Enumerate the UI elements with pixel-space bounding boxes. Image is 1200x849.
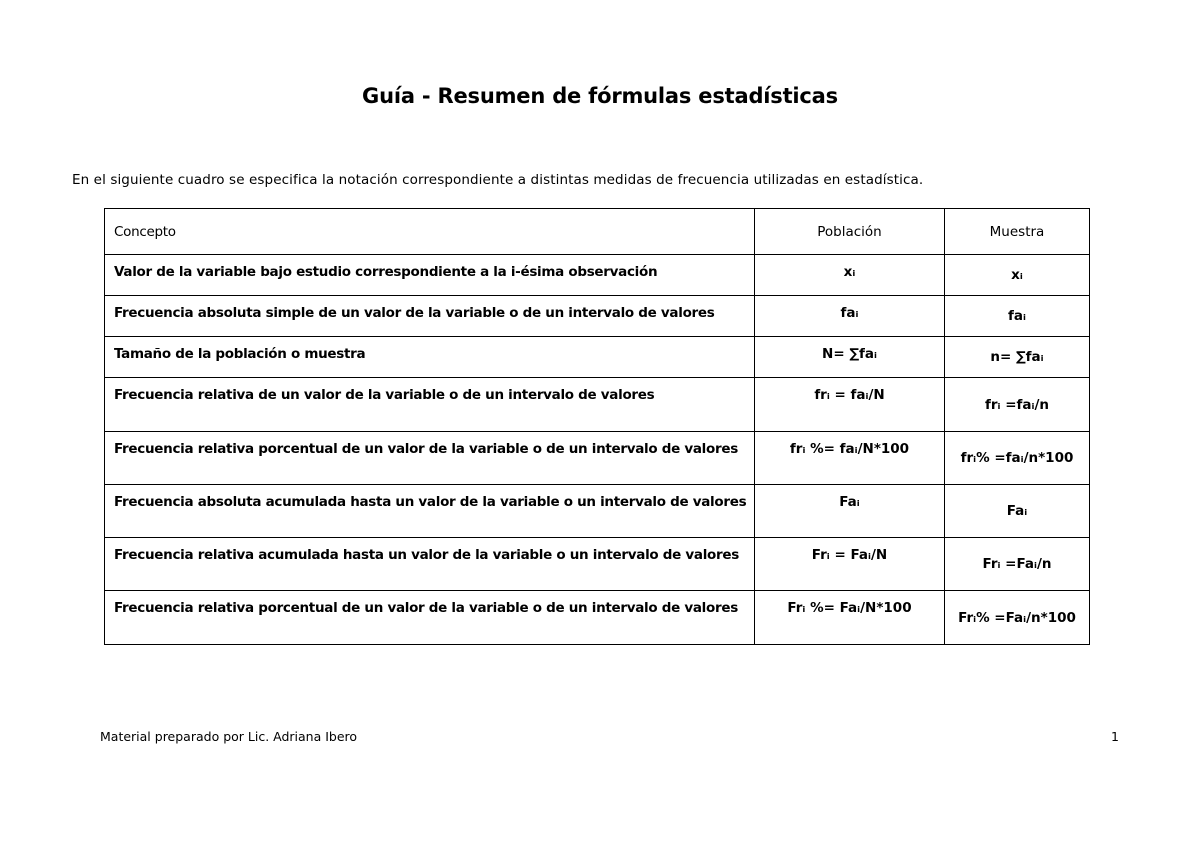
table-row — [105, 378, 1090, 432]
page-title: Guía - Resumen de fórmulas estadísticas — [362, 84, 838, 108]
table-row — [105, 337, 1090, 378]
table-row — [105, 255, 1090, 296]
table-row — [105, 432, 1090, 485]
header-poblacion: Población — [755, 209, 945, 255]
row-concepto: Frecuencia relativa acumulada hasta un valor de la variable o un intervalo de valores — [105, 538, 755, 591]
row-muestra: xᵢ — [945, 255, 1090, 296]
row-poblacion: frᵢ %= faᵢ/N*100 — [755, 432, 945, 485]
row-muestra: Faᵢ — [945, 485, 1090, 538]
table-header-row — [105, 209, 1090, 255]
row-poblacion: xᵢ — [755, 255, 945, 296]
table-row — [105, 485, 1090, 538]
row-concepto: Valor de la variable bajo estudio correspondiente a la i-ésima observación — [105, 255, 755, 296]
row-poblacion: N= ∑faᵢ — [755, 337, 945, 378]
row-muestra: Frᵢ% =Faᵢ/n*100 — [945, 591, 1090, 645]
row-concepto: Tamaño de la población o muestra — [105, 337, 755, 378]
formula-table — [104, 208, 1090, 645]
row-concepto: Frecuencia absoluta simple de un valor de la variable o de un intervalo de valores — [105, 296, 755, 337]
page-number: 1 — [1111, 729, 1119, 744]
row-concepto: Frecuencia relativa de un valor de la variable o de un intervalo de valores — [105, 378, 755, 432]
row-poblacion: Faᵢ — [755, 485, 945, 538]
row-poblacion: frᵢ = faᵢ/N — [755, 378, 945, 432]
table-row — [105, 591, 1090, 645]
row-poblacion: Frᵢ %= Faᵢ/N*100 — [755, 591, 945, 645]
row-muestra: faᵢ — [945, 296, 1090, 337]
intro-paragraph: En el siguiente cuadro se especifica la notación correspondiente a distintas medidas de frecuencia utilizadas en estadística. — [72, 172, 924, 188]
row-poblacion: Frᵢ = Faᵢ/N — [755, 538, 945, 591]
header-concepto: Concepto — [105, 209, 755, 255]
row-concepto: Frecuencia relativa porcentual de un valor de la variable o de un intervalo de valores — [105, 591, 755, 645]
row-concepto: Frecuencia relativa porcentual de un valor de la variable o de un intervalo de valores — [105, 432, 755, 485]
row-muestra: n= ∑faᵢ — [945, 337, 1090, 378]
header-muestra: Muestra — [945, 209, 1090, 255]
table-row — [105, 538, 1090, 591]
row-concepto: Frecuencia absoluta acumulada hasta un valor de la variable o un intervalo de valores — [105, 485, 755, 538]
footer-author: Material preparado por Lic. Adriana Ibero — [100, 729, 358, 744]
table-row — [105, 296, 1090, 337]
row-poblacion: faᵢ — [755, 296, 945, 337]
row-muestra: frᵢ% =faᵢ/n*100 — [945, 432, 1090, 485]
row-muestra: frᵢ =faᵢ/n — [945, 378, 1090, 432]
row-muestra: Frᵢ =Faᵢ/n — [945, 538, 1090, 591]
